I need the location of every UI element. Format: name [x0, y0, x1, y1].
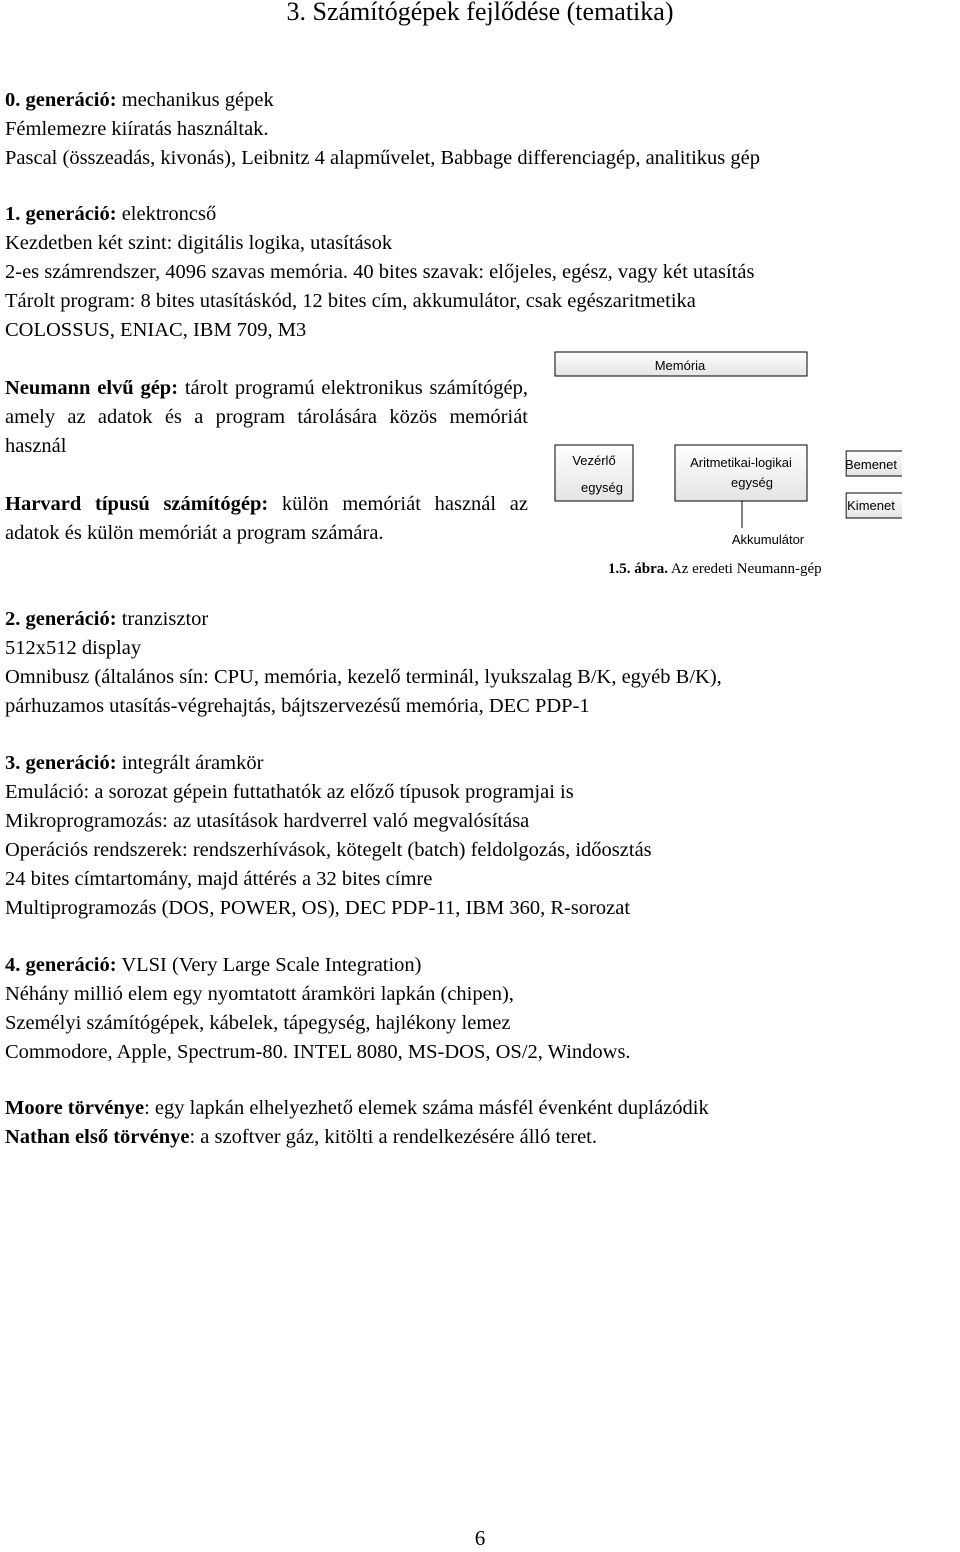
generation-1-line: Kezdetben két szint: digitális logika, utasítások: [5, 232, 393, 254]
neumann-architecture-diagram: [552, 348, 902, 582]
generation-0-line: Pascal (összeadás, kivonás), Leibnitz 4 alapművelet, Babbage differenciagép, analitikus gép: [5, 147, 761, 169]
neumann-text: tárolt programú elektronikus számítógép, amely az adatok és a program tárolására közös memóriát használ: [5, 377, 528, 457]
neumann-definition: [5, 374, 528, 461]
generation-3-line: Operációs rendszerek: rendszerhívások, kötegelt (batch) feldolgozás, időosztás: [5, 839, 652, 861]
page-title: 3. Számítógépek fejlődése (tematika): [286, 0, 674, 26]
input-label: Bemenet: [844, 457, 898, 472]
generation-4-line: Személyi számítógépek, kábelek, tápegység, hajlékony lemez: [5, 1012, 511, 1034]
generation-2-heading: [5, 605, 955, 634]
generation-2-section: [5, 605, 955, 721]
generation-3-heading: [5, 749, 955, 778]
figure-caption-number: 1.5. ábra.: [608, 561, 668, 577]
generation-1-title: elektroncső: [116, 203, 217, 225]
generation-2-line: párhuzamos utasítás-végrehajtás, bájtszervezésű memória, DEC PDP-1: [5, 695, 590, 717]
generation-0-line: Fémlemezre kiíratás használtak.: [5, 118, 269, 140]
generation-1-label: 1. generáció:: [5, 203, 117, 225]
accumulator-label: Akkumulátor: [731, 532, 805, 547]
figure-caption: [608, 561, 822, 577]
generation-3-line: 24 bites címtartomány, majd áttérés a 32 bites címre: [5, 868, 433, 890]
generation-2-label: 2. generáció:: [5, 608, 117, 630]
alu-box: [675, 445, 807, 501]
alu-label-1: Aritmetikai-logikai: [690, 455, 792, 470]
generation-4-title: VLSI (Very Large Scale Integration): [116, 954, 422, 976]
nathan-law: [5, 1123, 955, 1152]
generation-0-heading: [5, 86, 955, 115]
generation-0-section: [5, 86, 955, 173]
generation-4-line: Commodore, Apple, Spectrum-80. INTEL 8080, MS-DOS, OS/2, Windows.: [5, 1041, 631, 1063]
generation-3-title: integrált áramkör: [116, 752, 264, 774]
generation-1-section: [5, 200, 955, 345]
generation-3-line: Multiprogramozás (DOS, POWER, OS), DEC PDP-11, IBM 360, R-sorozat: [5, 897, 631, 919]
generation-3-section: [5, 749, 955, 923]
control-unit-label-2: egység: [581, 480, 623, 495]
generation-2-line: 512x512 display: [5, 637, 142, 659]
harvard-definition: [5, 490, 528, 548]
control-unit-label-1: Vezérlő: [572, 453, 616, 468]
harvard-label: Harvard típusú számítógép:: [5, 493, 269, 515]
figure-caption-text: Az eredeti Neumann-gép: [668, 561, 822, 577]
generation-4-label: 4. generáció:: [5, 954, 117, 976]
memory-label: Memória: [654, 358, 706, 373]
laws-section: [5, 1094, 955, 1152]
generation-1-line: Tárolt program: 8 bites utasításkód, 12 bites cím, akkumulátor, csak egészaritmetika: [5, 290, 696, 312]
moore-law-label: Moore törvénye: [5, 1097, 145, 1119]
generation-0-title: mechanikus gépek: [116, 89, 274, 111]
generation-2-title: tranzisztor: [116, 608, 209, 630]
generation-1-heading: [5, 200, 955, 229]
generation-4-line: Néhány millió elem egy nyomtatott áramköri lapkán (chipen),: [5, 983, 514, 1005]
alu-label-2: egység: [731, 475, 773, 490]
generation-4-heading: [5, 951, 955, 980]
generation-3-line: Emuláció: a sorozat gépein futtathatók az előző típusok programjai is: [5, 781, 574, 803]
generation-1-line: COLOSSUS, ENIAC, IBM 709, M3: [5, 319, 307, 341]
harvard-text: külön memóriát használ az adatok és külön memóriát a program számára.: [5, 493, 529, 544]
generation-4-section: [5, 951, 955, 1067]
nathan-law-text: : a szoftver gáz, kitölti a rendelkezésére álló teret.: [189, 1126, 598, 1148]
nathan-law-label: Nathan első törvénye: [5, 1126, 190, 1148]
generation-3-line: Mikroprogramozás: az utasítások hardverrel való megvalósítása: [5, 810, 530, 832]
generation-3-label: 3. generáció:: [5, 752, 117, 774]
generation-0-label: 0. generáció:: [5, 89, 117, 111]
page-number: 6: [474, 1526, 486, 1550]
output-label: Kimenet: [847, 498, 895, 513]
generation-2-line: Omnibusz (általános sín: CPU, memória, kezelő terminál, lyukszalag B/K, egyéb B/K),: [5, 666, 722, 688]
moore-law: [5, 1094, 955, 1123]
moore-law-text: : egy lapkán elhelyezhető elemek száma másfél évenként duplázódik: [144, 1097, 709, 1119]
generation-1-line: 2-es számrendszer, 4096 szavas memória. 40 bites szavak: előjeles, egész, vagy két utasítás: [5, 261, 755, 283]
neumann-label: Neumann elvű gép:: [5, 377, 179, 399]
